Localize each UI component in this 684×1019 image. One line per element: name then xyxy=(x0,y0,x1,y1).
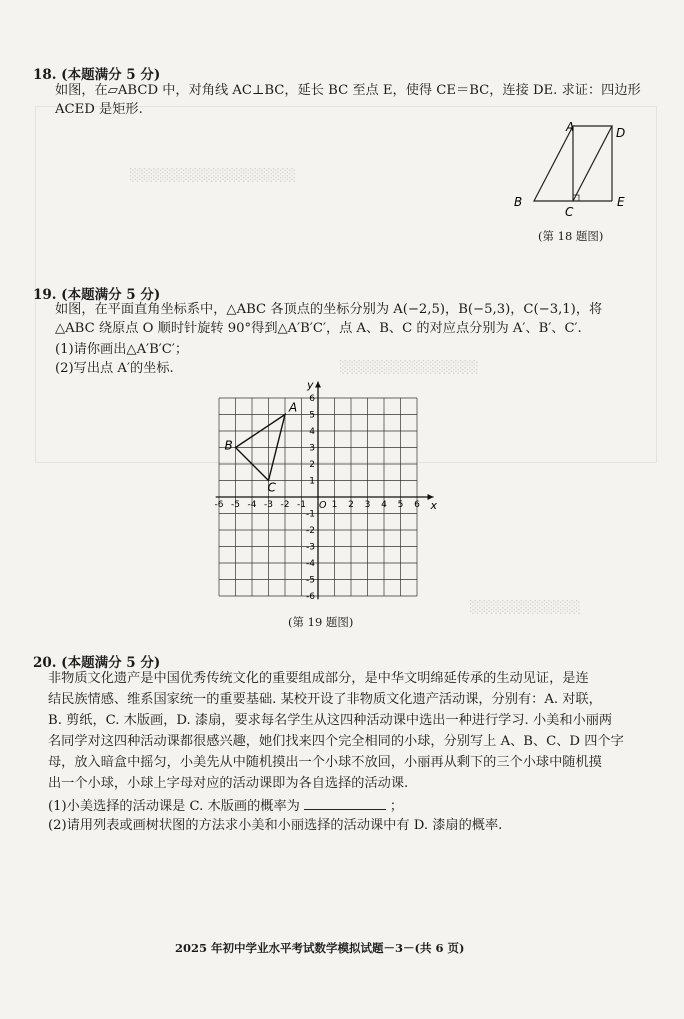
y-tick-label: -6 xyxy=(306,592,315,602)
q19-text-line1: 如图，在平面直角坐标系中，△ABC 各顶点的坐标分别为 A(−2,5)，B(−5,3)，C(−3,1)，将 xyxy=(55,302,603,317)
x-tick-label: -3 xyxy=(264,500,273,510)
x-tick-label: 2 xyxy=(348,500,354,510)
q18-text-line2: ACED 是矩形. xyxy=(55,102,143,117)
q20-line4: 名同学对这四种活动课都很感兴趣，她们找来四个完全相同的小球，分别写上 A、B、C、D 四个字 xyxy=(48,734,624,749)
x-tick-label: 4 xyxy=(381,500,387,510)
q19-part2: (2)写出点 A′的坐标. xyxy=(55,361,174,376)
q18-text-line1: 如图，在▱ABCD 中，对角线 AC⊥BC，延长 BC 至点 E，使得 CE＝BC，连接 DE. 求证：四边形 xyxy=(55,83,641,98)
y-tick-label: 2 xyxy=(309,460,315,470)
bleed-through-text: ░░░░░░░░░░░░░░░ xyxy=(340,360,479,374)
q20-answer-blank[interactable] xyxy=(304,796,386,810)
origin-label: O xyxy=(319,500,327,511)
x-tick-label: 1 xyxy=(331,500,338,510)
q20-line3: B. 剪纸，C. 木版画，D. 漆扇，要求每名学生从这四种活动课中选出一种进行学习. 小美和小丽两 xyxy=(48,713,613,728)
y-tick-label: -2 xyxy=(306,526,315,536)
q18-label-e: E xyxy=(617,195,625,209)
q20-line6: 出一个小球，小球上字母对应的活动课即为各自选择的活动课. xyxy=(48,776,409,791)
x-tick-label: -2 xyxy=(280,500,290,510)
bleed-through-text: ░░░░░░░░░░░░░░░░░░ xyxy=(130,168,297,182)
x-tick-label: -6 xyxy=(214,500,224,510)
y-tick-label: -3 xyxy=(306,542,315,553)
x-tick-label: 5 xyxy=(397,500,404,510)
x-axis-label: x xyxy=(430,499,438,512)
q20-part2: (2)请用列表或画树状图的方法求小美和小丽选择的活动课中有 D. 漆扇的概率. xyxy=(48,818,503,833)
y-axis-label: y xyxy=(307,378,314,392)
x-tick-label: -5 xyxy=(231,500,240,510)
y-tick-label: -4 xyxy=(306,559,315,569)
page-footer: 2025 年初中学业水平考试数学模拟试题－3－(共 6 页) xyxy=(175,941,465,955)
y-tick-label: 5 xyxy=(309,410,315,421)
y-tick-label: -1 xyxy=(306,509,315,520)
y-tick-label: 3 xyxy=(309,443,315,454)
y-tick-label: 6 xyxy=(309,394,315,404)
q19-text-line2: △ABC 绕原点 O 顺时针旋转 90°得到△A′B′C′，点 A、B、C 的对应点分别为 A′、B′、C′. xyxy=(55,321,582,336)
y-axis-arrow xyxy=(315,382,321,388)
q20-part1 xyxy=(48,796,403,815)
x-tick-label: 3 xyxy=(364,500,371,510)
q20-part1-text: (1)小美选择的活动课是 C. 木版画的概率为 xyxy=(48,799,300,814)
q20-title: 20. (本题满分 5 分) xyxy=(33,655,161,671)
q18-label-a: A xyxy=(566,120,575,134)
q19-coordinate-grid xyxy=(208,378,448,613)
q19-title: 19. (本题满分 5 分) xyxy=(33,287,161,303)
q18-caption: (第 18 题图) xyxy=(538,229,604,243)
q19-part1: (1)请你画出△A′B′C′； xyxy=(55,342,189,357)
y-tick-label: -5 xyxy=(306,575,315,586)
x-tick-label: 6 xyxy=(414,500,420,510)
point-label-a: A xyxy=(289,400,298,415)
y-tick-label: 4 xyxy=(309,427,315,437)
q18-figure xyxy=(505,118,645,218)
q18-label-c: C xyxy=(565,205,574,218)
x-tick-label: -4 xyxy=(247,500,257,510)
q20-line2: 结民族情感、维系国家统一的重要基础. 某校开设了非物质文化遗产活动课，分别有：A. 对联， xyxy=(48,692,602,707)
x-tick-label: -1 xyxy=(297,500,306,510)
point-label-c: C xyxy=(267,480,276,495)
q20-part1-suffix: ； xyxy=(389,799,404,814)
q18-title: 18. (本题满分 5 分) xyxy=(33,67,161,83)
q18-label-d: D xyxy=(616,126,626,140)
y-tick-label: 1 xyxy=(309,476,315,487)
point-label-b: B xyxy=(224,438,233,453)
bleed-through-text: ░░░░░░░░░░░░ xyxy=(470,600,581,614)
q20-line5: 母，放入暗盒中摇匀，小美先从中随机摸出一个小球不放回，小丽再从剩下的三个小球中随机摸 xyxy=(48,755,602,770)
q18-label-b: B xyxy=(514,195,523,209)
q20-line1: 非物质文化遗产是中国优秀传统文化的重要组成部分，是中华文明绵延传承的生动见证，是连 xyxy=(48,671,589,686)
q19-caption: (第 19 题图) xyxy=(288,615,354,629)
